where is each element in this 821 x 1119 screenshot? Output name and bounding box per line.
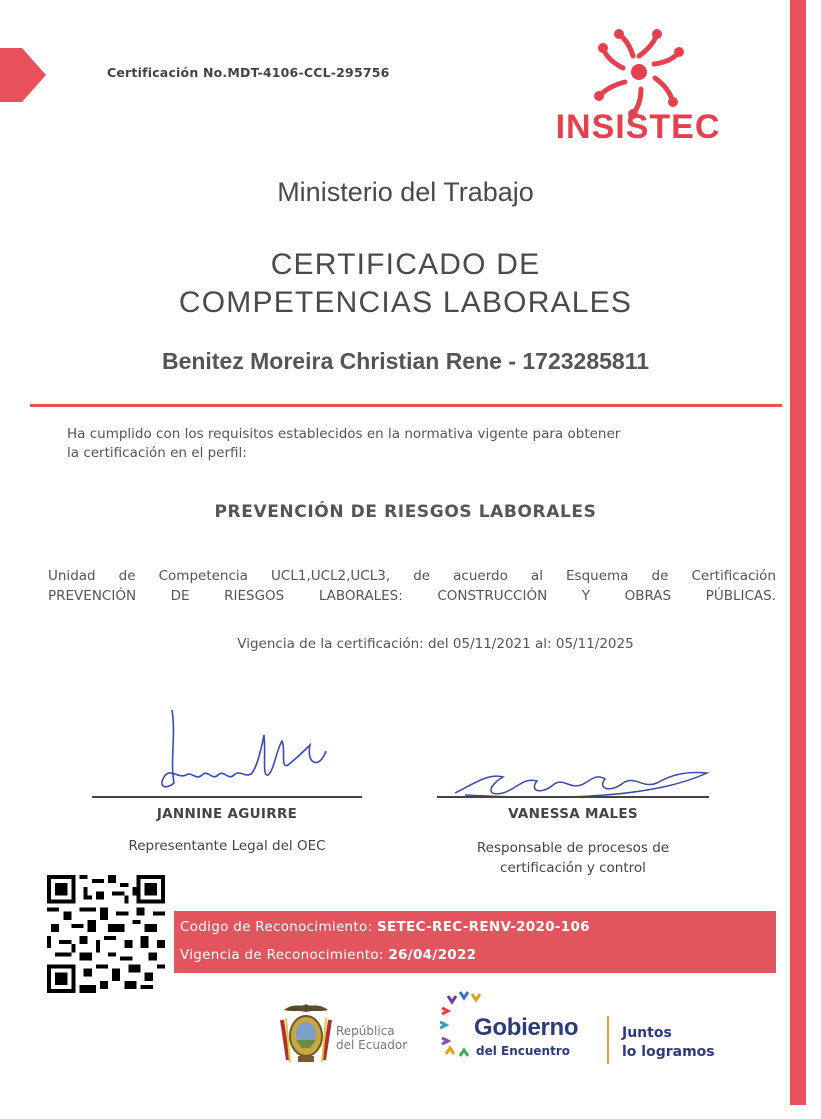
signatory-2-role-line2: certificación y control [500,860,646,876]
intro-line1: Ha cumplido con los requisitos establecidos en la normativa vigente para obtener [67,426,621,442]
holder-name: Benitez Moreira Christian Rene - 1723285811 [161,348,650,374]
profile-title: PREVENCIÓN DE RIESGOS LABORALES [214,502,597,522]
signatory-1-name: JANNINE AGUIRRE [156,806,298,822]
unit-line1: Unidad de Competencia UCL1,UCL2,UCL3, de acuerdo al Esquema de Certificación [48,568,776,584]
recognition-code-value: SETEC-REC-RENV-2020-106 [377,919,590,935]
signature-line-1 [92,796,362,798]
slogan-line1: Juntos [622,1025,672,1041]
certificate-title-line2: COMPETENCIAS LABORALES [178,286,633,319]
certification-number: Certificación No.MDT-4106-CCL-295756 [107,65,390,80]
certificate-title [0,246,811,322]
competency-units [48,566,776,606]
recognition-code-row [180,919,590,935]
intro-paragraph [67,425,757,463]
gobierno-text: Gobierno [474,1014,579,1041]
qr-code [47,875,165,993]
republic-text [336,1024,407,1052]
unit-line2: PREVENCIÓN DE RIESGOS LABORALES: CONSTRUCCIÓN Y OBRAS PÚBLICAS. [48,588,776,604]
recognition-validity-value: 26/04/2022 [388,947,477,963]
signatory-2-name: VANESSA MALES [508,806,638,822]
corner-chevron-icon [0,40,60,110]
signature-line-2 [437,796,709,798]
signatory-1-role: Representante Legal del OEC [128,838,326,854]
intro-line2: la certificación en el perfil: [67,445,247,461]
recognition-code-label: Codigo de Reconocimiento: [180,919,373,935]
certification-validity: Vigencia de la certificación: del 05/11/2021 al: 05/11/2025 [237,636,634,652]
gobierno-separator [607,1016,609,1064]
ministry-heading: Ministerio del Trabajo [277,177,534,207]
signature-drawing-2 [445,755,735,805]
republic-line2: del Ecuador [336,1038,408,1052]
recognition-band [174,911,776,973]
signatory-2-role-line1: Responsable de procesos de [476,840,670,856]
red-divider [30,404,782,407]
recognition-validity-label: Vigencia de Reconocimiento: [180,947,384,963]
slogan-text [622,1024,715,1062]
certificate-title-line1: CERTIFICADO DE [270,248,541,281]
signatory-2-role [420,838,726,878]
republic-line1: República [336,1024,395,1038]
encuentro-text: del Encuentro [476,1044,570,1058]
slogan-line2: lo logramos [622,1044,715,1060]
ecuador-coat-of-arms-icon [276,1000,336,1068]
insistec-logo-text: INSISTEC [555,108,721,146]
signature-drawing-1 [150,705,340,800]
recognition-validity-row [180,947,476,963]
right-border-strip [790,0,806,1105]
